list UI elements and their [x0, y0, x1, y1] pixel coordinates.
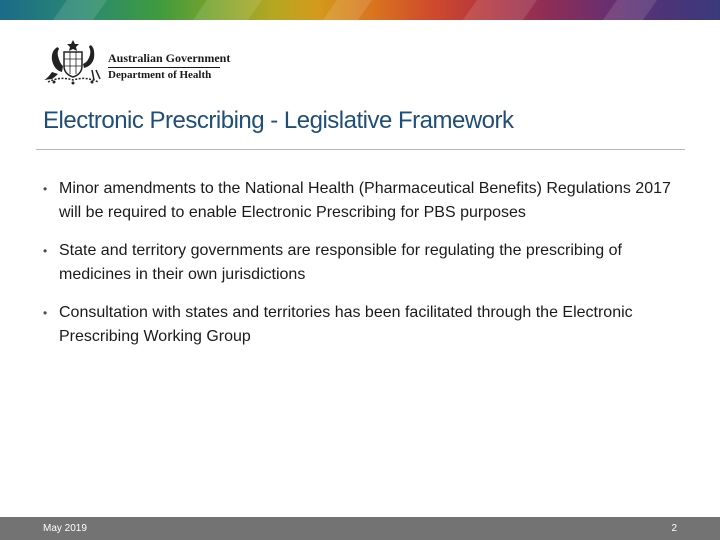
logo-text-government: Australian Government	[108, 51, 231, 65]
government-logo	[42, 38, 232, 86]
title-divider	[36, 149, 685, 150]
top-color-banner	[0, 0, 720, 20]
footer-date: May 2019	[43, 523, 87, 534]
logo-divider	[108, 67, 220, 68]
bullet-item	[43, 301, 683, 349]
footer-bar	[0, 517, 720, 540]
bullet-text: Consultation with states and territories has been facilitated through the Electronic Prescribing Working Group	[59, 304, 633, 345]
bullet-list	[43, 177, 683, 363]
bullet-text: State and territory governments are responsible for regulating the prescribing of medicines in their own jurisdictions	[59, 242, 622, 283]
coat-of-arms-icon	[42, 38, 104, 86]
page-number: 2	[671, 523, 677, 534]
bullet-text: Minor amendments to the National Health (Pharmaceutical Benefits) Regulations 2017 will be required to enable Electronic Prescribing for PBS purposes	[59, 180, 671, 221]
bullet-icon: •	[43, 306, 48, 320]
bullet-item	[43, 239, 683, 287]
slide-title: Electronic Prescribing - Legislative Framework	[43, 107, 514, 134]
logo-text-department: Department of Health	[108, 69, 212, 81]
bullet-icon: •	[43, 244, 48, 258]
bullet-item	[43, 177, 683, 225]
bullet-icon: •	[43, 182, 48, 196]
